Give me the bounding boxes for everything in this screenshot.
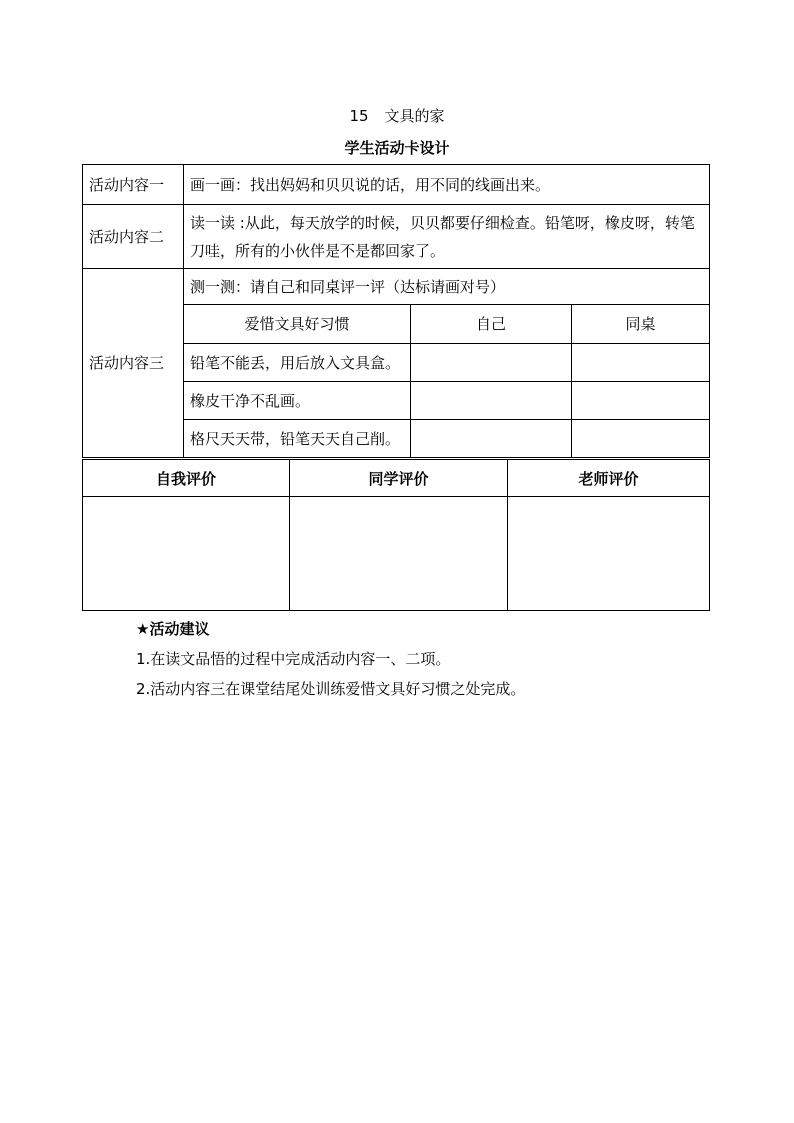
page-subtitle: 学生活动卡设计: [344, 139, 450, 157]
lesson-title: [0, 104, 794, 128]
table-row: [83, 165, 710, 205]
self-check-cell[interactable]: [411, 420, 572, 458]
habit-item: 格尺天天带，铅笔天天自己削。: [184, 420, 411, 458]
habit-column-header: 爱惜文具好习惯: [184, 305, 411, 344]
activity-one-content: 画一画：找出妈妈和贝贝说的话，用不同的线画出来。: [184, 165, 710, 205]
deskmate-check-cell[interactable]: [572, 420, 710, 458]
habit-item: 橡皮干净不乱画。: [184, 382, 411, 420]
self-check-cell[interactable]: [411, 344, 572, 382]
star-icon: ★: [136, 620, 150, 638]
activity-two-content: 读一读 :从此，每天放学的时候，贝贝都要仔细检查。铅笔呀，橡皮呀，转笔刀哇，所有的小伙伴是不是都回家了。: [184, 205, 710, 269]
table-row: [83, 460, 710, 497]
peer-evaluation-header: 同学评价: [290, 460, 508, 497]
table-row: [83, 497, 710, 611]
self-check-cell[interactable]: [411, 382, 572, 420]
teacher-evaluation-header: 老师评价: [508, 460, 710, 497]
suggestions-heading-text: 活动建议: [149, 620, 210, 638]
evaluation-table: [82, 459, 710, 611]
activity-suggestions: [136, 618, 736, 704]
activity-one-label: 活动内容一: [83, 165, 184, 205]
table-row: [83, 205, 710, 269]
self-evaluation-header: 自我评价: [83, 460, 290, 497]
activity-three-instruction: 测一测：请自己和同桌评一评（达标请画对号）: [184, 269, 710, 305]
table-row: [83, 269, 710, 305]
activity-two-label: 活动内容二: [83, 205, 184, 269]
activity-three-label: 活动内容三: [83, 269, 184, 458]
deskmate-check-cell[interactable]: [572, 344, 710, 382]
suggestion-item: 2.活动内容三在课堂结尾处训练爱惜文具好习惯之处完成。: [136, 680, 526, 698]
self-evaluation-cell[interactable]: [83, 497, 290, 611]
lesson-number: 15: [349, 107, 369, 125]
deskmate-column-header: 同桌: [572, 305, 710, 344]
lesson-title-text: 文具的家: [384, 107, 445, 125]
suggestions-heading: [136, 618, 736, 640]
activity-table: [82, 164, 710, 458]
self-column-header: 自己: [411, 305, 572, 344]
habit-item: 铅笔不能丢，用后放入文具盒。: [184, 344, 411, 382]
peer-evaluation-cell[interactable]: [290, 497, 508, 611]
suggestion-item: 1.在读文品悟的过程中完成活动内容一、二项。: [136, 650, 451, 668]
deskmate-check-cell[interactable]: [572, 382, 710, 420]
teacher-evaluation-cell[interactable]: [508, 497, 710, 611]
